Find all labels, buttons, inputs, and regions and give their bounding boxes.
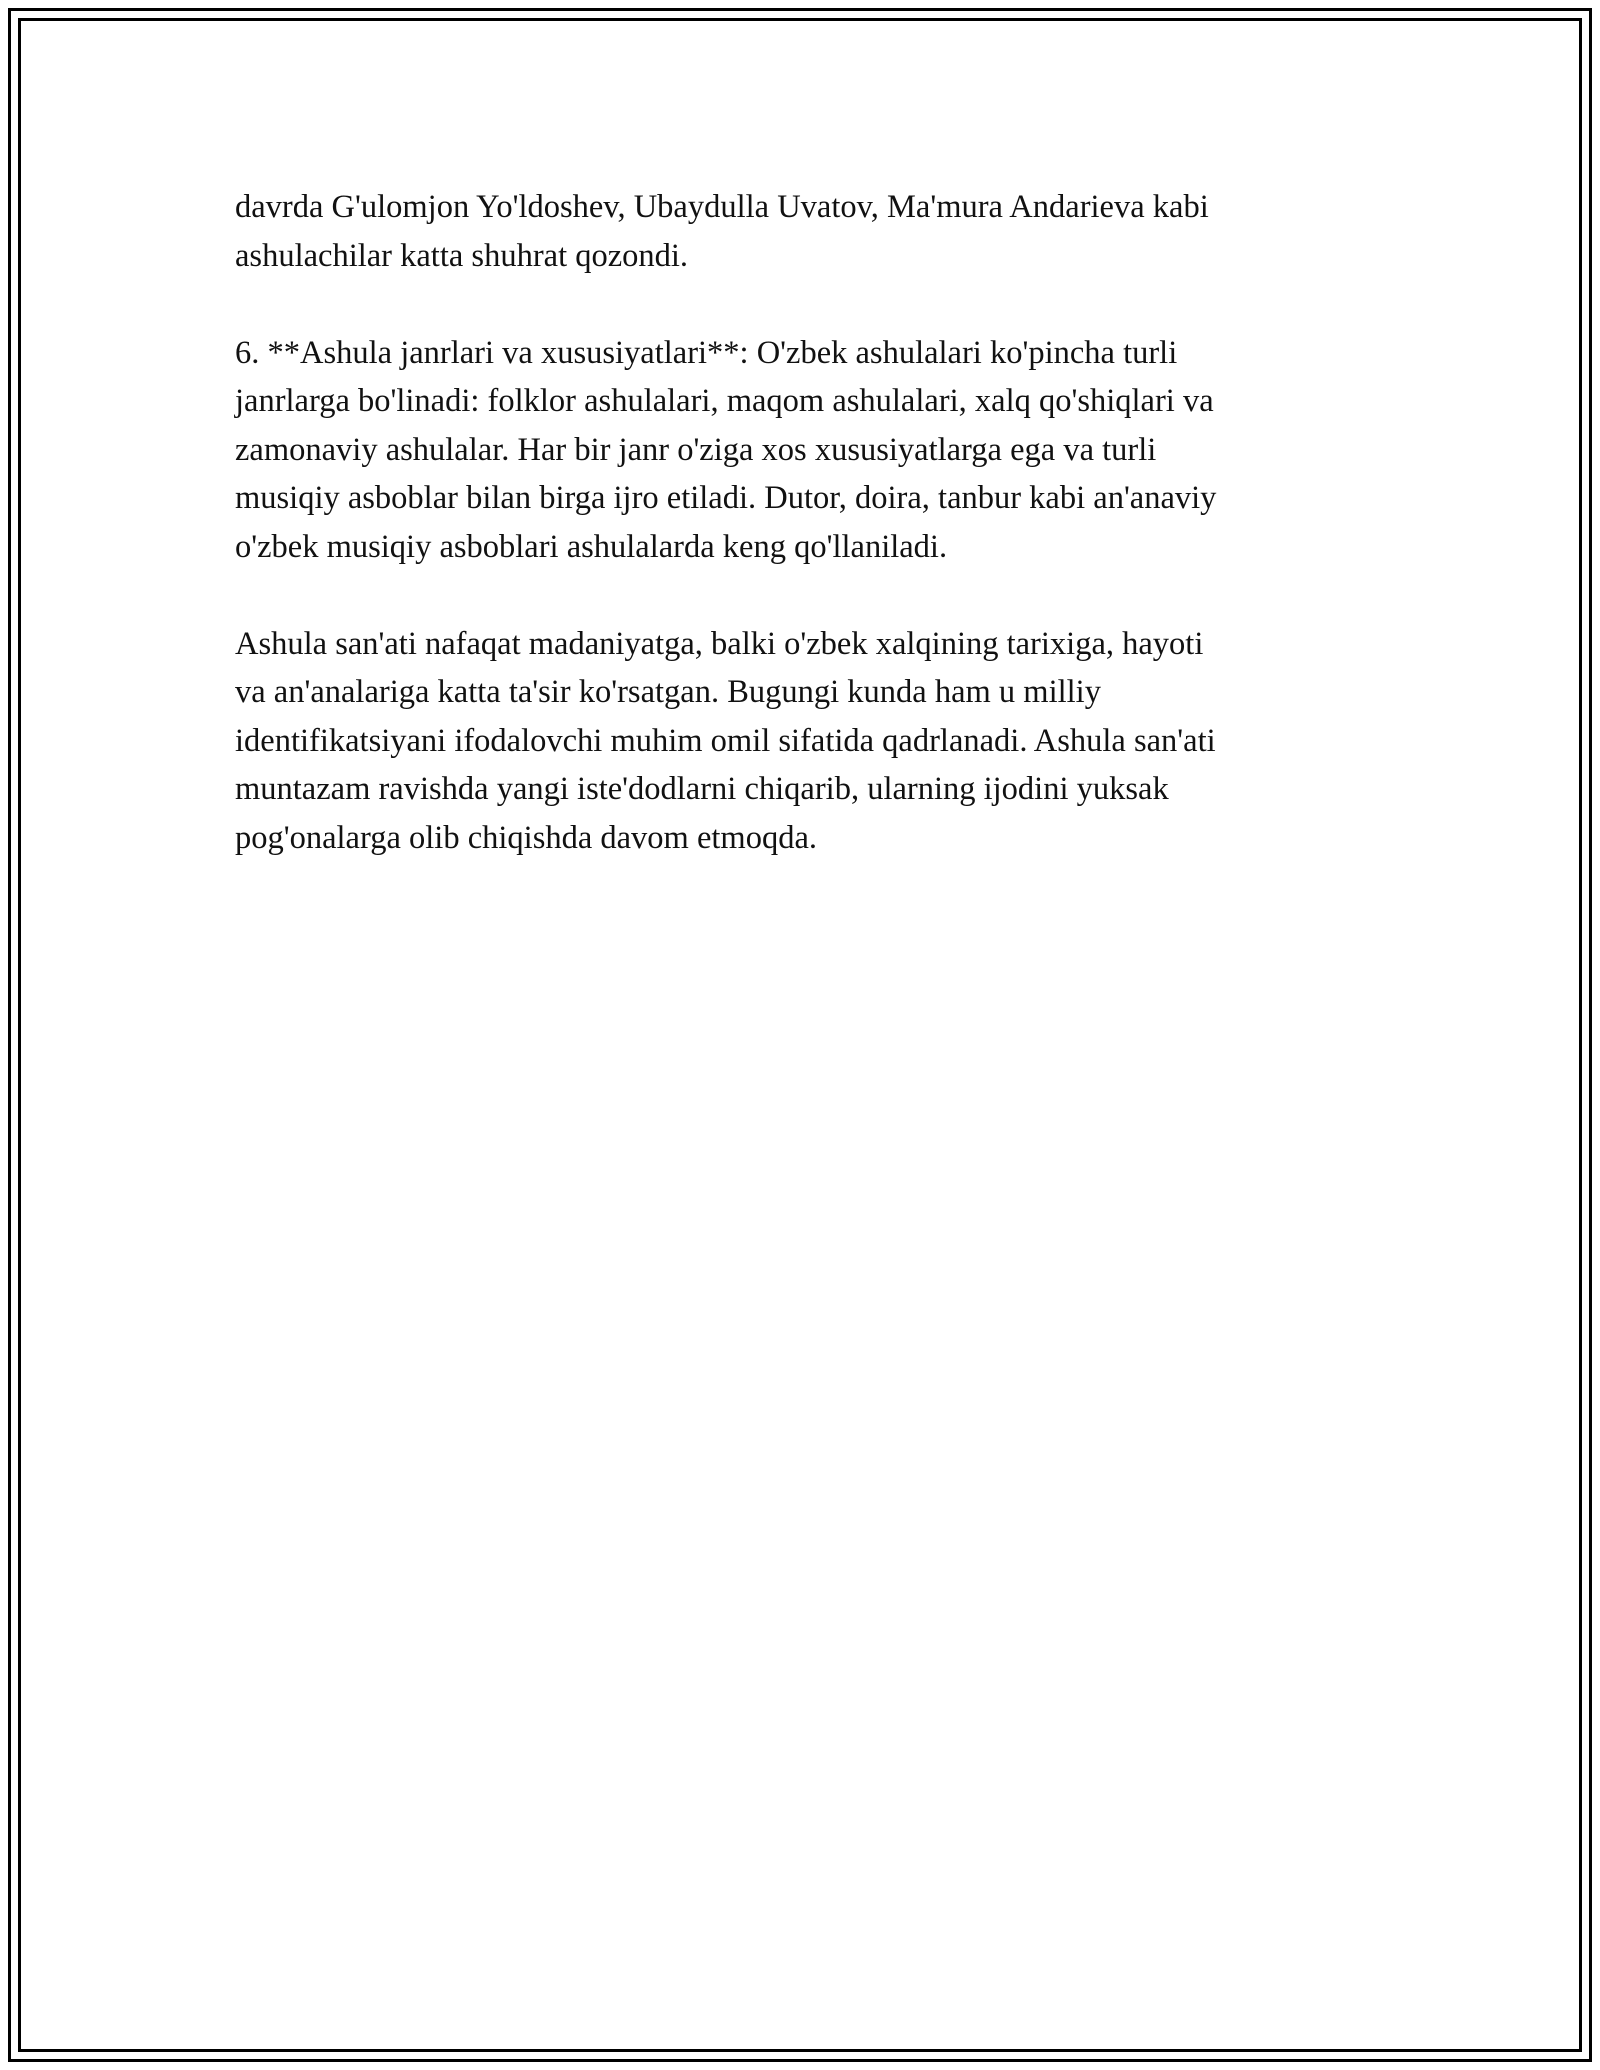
paragraph-conclusion: Ashula san'ati nafaqat madaniyatga, balki o'zbek xalqining tarixiga, hayoti va an'analariga katta ta'sir ko'rsatgan. Bugungi kunda ham u milliy identifikatsiyani ifodalovchi muhim omil sifatida qadrlanadi. Ashula san'ati muntazam ravishda yangi iste'dodlarni chiqarib, ularning ijodini yuksak pog'onalarga olib chiqishda davom etmoqda. <box>235 625 1216 856</box>
document-body <box>235 183 1375 911</box>
paragraph-genres-and-features: 6. **Ashula janrlari va xususiyatlari**: O'zbek ashulalari ko'pincha turli janrlarga bo'linadi: folklor ashulalari, maqom ashulalari, xalq qo'shiqlari va zamonaviy ashulalar. Har bir janr o'ziga xos xususiyatlarga ega va turli musiqiy asboblar bilan birga ijro etiladi. Dutor, doira, tanbur kabi an'anaviy o'zbek musiqiy asboblari ashulalarda keng qo'llaniladi. <box>235 334 1217 565</box>
paragraph-singers-continuation: davrda G'ulomjon Yo'ldoshev, Ubaydulla Uvatov, Ma'mura Andarieva kabi ashulachilar katta shuhrat qozondi. <box>235 189 1209 274</box>
